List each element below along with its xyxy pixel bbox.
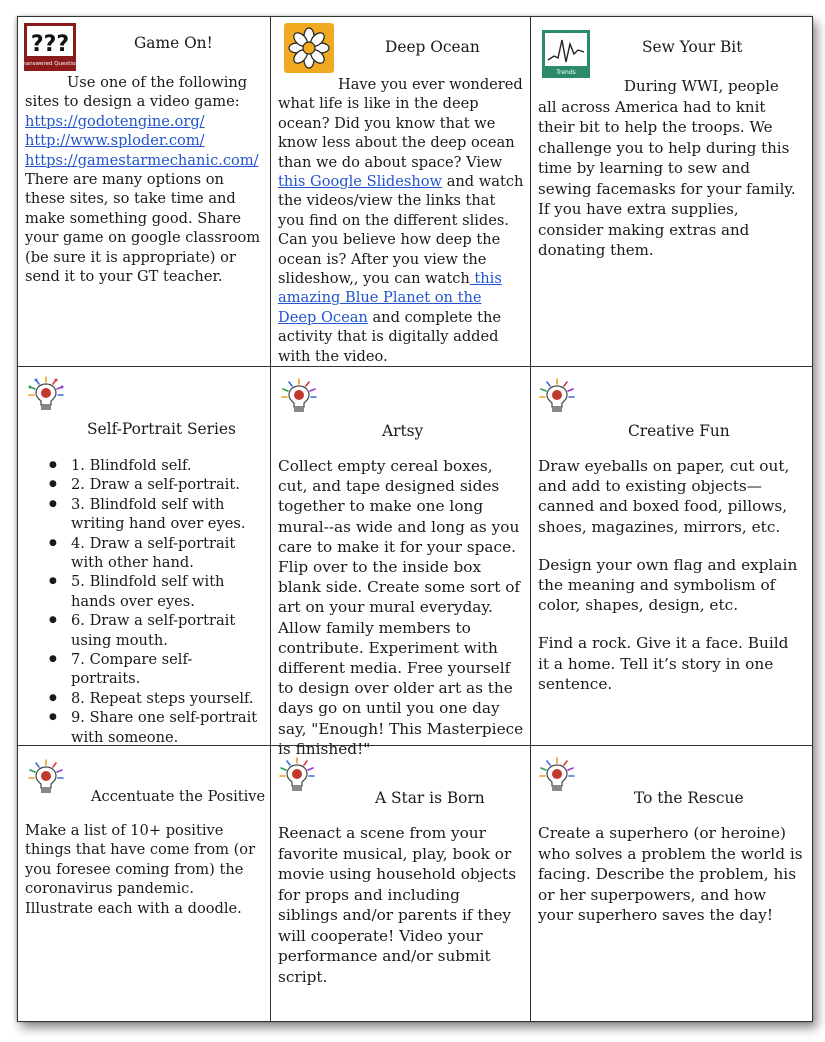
step-item: ● 5. Blindfold self with hands over eyes. — [39, 572, 261, 611]
cell-body: Collect empty cereal boxes, cut, and tape designed sides together to make one long mural--as wide and long as you care to make it for your space. Flip over to the inside box blank side. Create some sort of art on your mural everyday. Allow family members to contribute. Experiment with different media. Free yourself to design over older art as the days go on until you one day say, "Enough! This Masterpiece is finished!" — [278, 457, 524, 758]
cell-title: Creative Fun — [628, 422, 730, 440]
cell-title: Self-Portrait Series — [87, 420, 236, 438]
cell-title: Deep Ocean — [385, 38, 480, 56]
link-gamestarmechanic[interactable]: https://gamestarmechanic.com/ — [25, 151, 259, 169]
step-item: ● 9. Share one self-portrait with someone. — [39, 708, 261, 747]
svg-text:Trends: Trends — [556, 69, 576, 76]
cell-rescue — [530, 745, 813, 1022]
step-item: ● 8. Repeat steps yourself. — [39, 689, 261, 708]
cell-artsy — [270, 366, 530, 758]
cell-text: Have you ever wondered what life is like in the deep ocean? Did you know that we know less about the deep ocean than we do about space? View — [278, 76, 523, 171]
step-item: ● 4. Draw a self-portrait with other hand. — [39, 534, 261, 573]
cell-sew-your-bit — [530, 16, 813, 366]
cell-paragraph: Design your own flag and explain the meaning and symbolism of color, shapes, design, etc. — [538, 555, 798, 615]
cell-body: There are many options on these sites, so take time and make something good. Share your game on google classroom (be sure it is appropriate) or send it to your GT teacher. — [25, 171, 261, 286]
svg-text:???: ??? — [30, 32, 70, 57]
cell-title: Sew Your Bit — [642, 38, 743, 56]
svg-text:Unanswered Questions: Unanswered Questions — [18, 61, 82, 67]
step-item: ● 7. Compare self-portraits. — [39, 650, 261, 689]
cell-body: Make a list of 10+ positive things that have come from (or you foresee coming from) the coronavirus pandemic. Illustrate each with a doodle. — [25, 822, 256, 917]
flower-icon — [284, 23, 334, 73]
cell-accentuate — [17, 745, 270, 1022]
link-sploder[interactable]: http://www.sploder.com/ — [25, 132, 205, 150]
choice-board-page — [17, 16, 813, 1022]
lightbulb-icon — [538, 755, 576, 795]
blue-planet-link[interactable]: this amazing Blue Planet on the Deep Ocean — [278, 270, 502, 326]
cell-star-born — [270, 745, 530, 1022]
cell-self-portrait — [17, 366, 270, 745]
cell-text: and complete the activity that is digitally added with the video. — [278, 308, 502, 365]
cell-paragraph: Draw eyeballs on paper, cut out, and add to existing objects—canned and boxed food, pillows, shoes, magazines, mirrors, etc. — [538, 457, 790, 536]
cell-title: A Star is Born — [375, 789, 485, 807]
lightbulb-icon — [538, 376, 576, 416]
lightbulb-icon — [280, 376, 318, 416]
cell-title: Accentuate the Positive — [91, 788, 266, 805]
cell-game-on — [17, 16, 270, 366]
cell-body: Create a superhero (or heroine) who solves a problem the world is facing. Describe the problem, his or her superpowers, and how your superhero saves the day! — [538, 824, 803, 924]
cell-deep-ocean — [270, 16, 530, 366]
cell-text: and watch the videos/view the links that you find on the different slides. Can you believe how deep the ocean is? After you view the slideshow,, you can watch — [278, 173, 524, 288]
step-item: ● 3. Blindfold self with writing hand over eyes. — [39, 495, 261, 534]
step-item: ● 6. Draw a self-portrait using mouth. — [39, 611, 261, 650]
cell-intro: Use one of the following sites to design a video game: — [25, 74, 248, 111]
step-item: ● 1. Blindfold self. — [39, 456, 261, 475]
link-godotengine[interactable]: https://godotengine.org/ — [25, 112, 205, 130]
lightbulb-icon — [27, 757, 65, 797]
unanswered-questions-icon — [18, 23, 82, 71]
cell-title: To the Rescue — [634, 789, 744, 807]
google-slideshow-link[interactable]: this Google Slideshow — [278, 173, 443, 191]
cell-title: Artsy — [382, 422, 424, 440]
cell-creative-fun — [530, 366, 813, 745]
cell-title: Game On! — [134, 34, 213, 52]
step-item: ● 2. Draw a self-portrait. — [39, 475, 261, 494]
cell-body: During WWI, people all across America had to knit their bit to help the troops. We challenge you to help during this time by learning to sew and sewing facemasks for your family. If you have extra supplies, consider making extras and donating them. — [538, 77, 796, 259]
lightbulb-icon — [278, 755, 316, 795]
trends-chart-icon — [542, 30, 590, 78]
cell-body: Reenact a scene from your favorite musical, play, book or movie using household objects for props and including siblings and/or parents if they will cooperate! Video your performance and/or submit script. — [278, 824, 517, 986]
cell-paragraph: Find a rock. Give it a face. Build it a home. Tell it’s story in one sentence. — [538, 634, 789, 693]
lightbulb-icon — [27, 374, 65, 414]
